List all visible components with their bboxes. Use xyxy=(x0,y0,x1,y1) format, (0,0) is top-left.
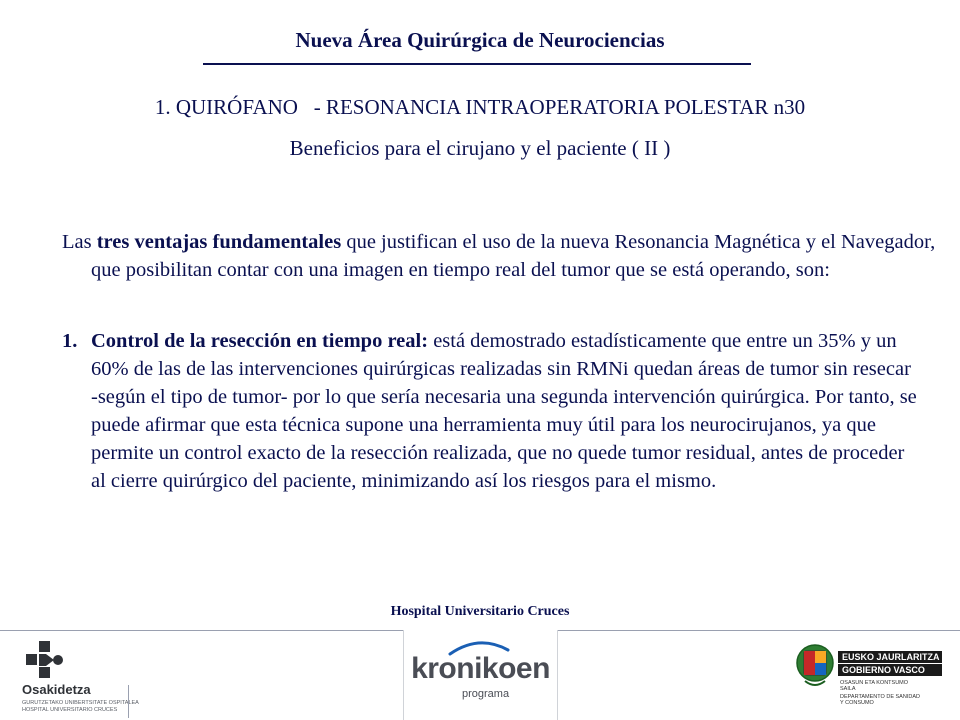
kronikoen-logo xyxy=(403,630,558,720)
kronikoen-word: kronikoen xyxy=(411,652,550,685)
osakidetza-line1: GURUTZETAKO UNIBERTSITATE OSPITALEA xyxy=(22,700,139,706)
osakidetza-line2: HOSPITAL UNIVERSITARIO CRUCES xyxy=(22,707,118,713)
osakidetza-name: Osakidetza xyxy=(22,682,91,697)
dept-eu-line1: OSASUN ETA KONTSUMO xyxy=(840,680,909,686)
list-item-number: 1. xyxy=(62,330,78,352)
title-underline xyxy=(203,63,751,65)
list-item-text: está demostrado estadísticamente que entre un 35% y un 60% de las de las intervenciones quirúrgicas realizadas sin RMNi quedan áreas de tumor sin resecar -según el tipo de tumor- por lo que sería necesaria una segunda intervención quirúrgica. Por tanto, se puede afirmar que esta técnica supone una herramienta muy útil para los neurocirujanos, ya que permite un control exacto de la resección realizada, que no quede tumor residual, antes de proceder al cierre quirúrgico del paciente, minimizando así los riesgos para el mismo. xyxy=(91,330,917,492)
list-item-heading: Control de la resección en tiempo real: xyxy=(91,330,429,352)
page-title: Nueva Área Quirúrgica de Neurociencias xyxy=(295,28,665,52)
intro-paragraph xyxy=(62,228,951,284)
list-item xyxy=(62,327,922,495)
intro-suffix: que justifican el uso de la nueva Resonancia Magnética y el Navegador, que posibilitan contar con una imagen en tiempo real del tumor que se está operando, son: xyxy=(91,231,936,281)
dept-es-line1: DEPARTAMENTO DE SANIDAD xyxy=(840,694,920,700)
intro-prefix: Las xyxy=(62,231,97,253)
gobierno-vasco-logo xyxy=(795,640,955,720)
gobierno-vasco-badge: GOBIERNO VASCO xyxy=(838,664,942,676)
list-item-body xyxy=(91,327,922,495)
dept-eu-line2: SAILA xyxy=(840,686,856,692)
section-heading: 1. QUIRÓFANO - RESONANCIA INTRAOPERATORIA POLESTAR n30 xyxy=(154,95,806,119)
section-subheading: Beneficios para el cirujano y el paciente ( II ) xyxy=(289,136,671,160)
kronikoen-sub: programa xyxy=(462,688,510,700)
logo-divider xyxy=(128,685,129,718)
intro-bold: tres ventajas fundamentales xyxy=(96,231,342,253)
osakidetza-logo xyxy=(22,640,162,718)
hospital-name: Hospital Universitario Cruces xyxy=(390,604,570,619)
dept-es-line2: Y CONSUMO xyxy=(840,700,874,706)
coat-of-arms-icon xyxy=(795,643,835,691)
osakidetza-symbol-icon xyxy=(24,640,64,680)
eusko-jaurlaritza-badge: EUSKO JAURLARITZA xyxy=(838,651,942,663)
